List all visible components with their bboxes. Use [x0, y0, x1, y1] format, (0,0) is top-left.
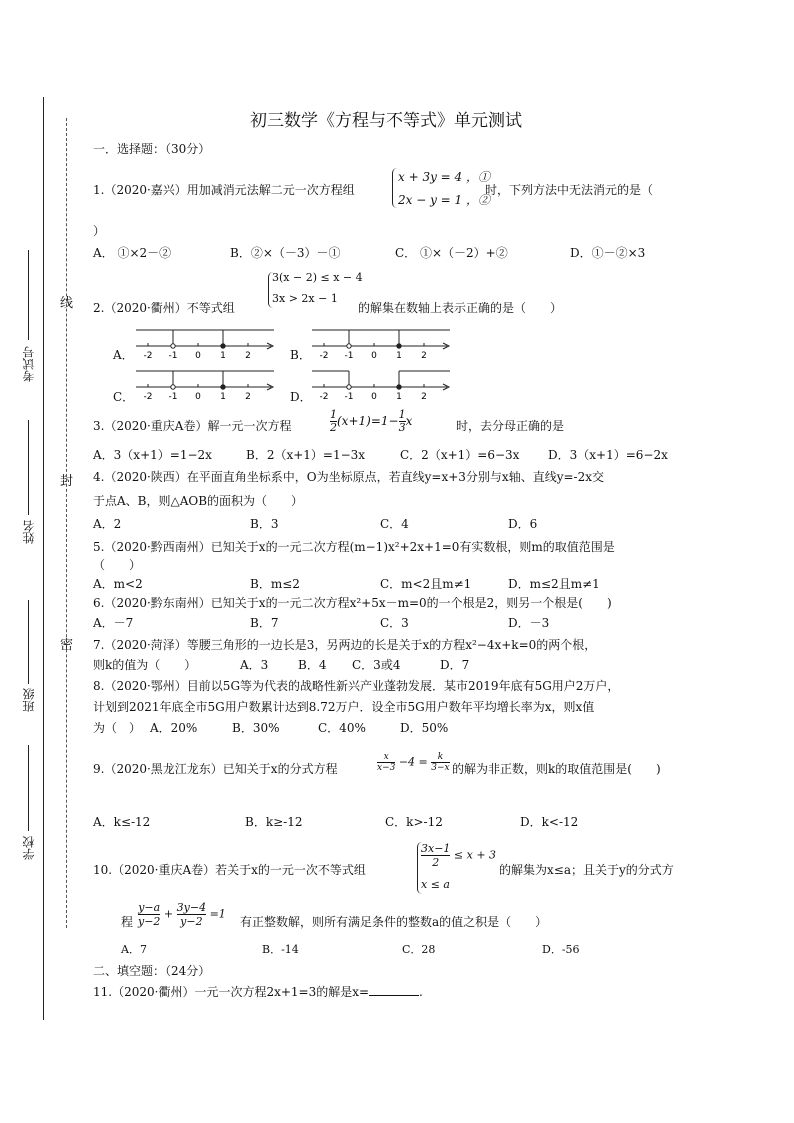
- tick-label: -1: [168, 392, 178, 402]
- q1-option-c[interactable]: C． ①×（－2）+②: [395, 246, 508, 260]
- q7-line2: 则k的值为（ ）: [93, 658, 197, 672]
- q4-line1: 4.（2020·陕西）在平面直角坐标系中，O为坐标原点，若直线y=x+3分别与x轴、直线y=-2x交: [93, 470, 604, 484]
- tick-label: 1: [220, 392, 226, 402]
- endpoint-dot: [397, 385, 401, 389]
- q3-stem-end: 时，去分母正确的是: [456, 419, 565, 433]
- exam-number-label: 考试号: [22, 346, 36, 382]
- q5-line2: （ ）: [93, 558, 142, 572]
- q7-line1: 7.（2020·菏泽）等腰三角形的一边长是3，另两边的长是关于x的方程x²−4x+k=0的两个根，: [93, 638, 597, 652]
- tick-label: 1: [396, 351, 402, 361]
- tick-label: -2: [143, 392, 153, 402]
- q1-close-paren: ）: [93, 224, 106, 238]
- school-label: 学校: [22, 836, 36, 860]
- q1-stem: 1.（2020·嘉兴）用加减消元法解二元一次方程组: [93, 183, 355, 197]
- q2-eq1: 3(x − 2) ≤ x − 4: [272, 271, 363, 284]
- exam-number-blank[interactable]: [28, 250, 29, 340]
- name-label: 姓名: [22, 520, 36, 544]
- q11-text: 11.（2020·衢州）一元一次方程2x+1=3的解是x=: [93, 985, 370, 999]
- tick-label: -1: [344, 392, 354, 402]
- q3-option-c[interactable]: C．2（x+1）=6−3x: [400, 448, 520, 462]
- q10-eq1: 3x−1 2 ≤ x + 3: [421, 842, 497, 869]
- q10-line2-start: 程: [121, 915, 134, 929]
- tick-label: -2: [319, 351, 329, 361]
- tick-label: 1: [396, 392, 402, 402]
- q4-line2: 于点A、B，则△AOB的面积为（ ）: [93, 494, 304, 508]
- q5-option-c[interactable]: C．m<2且m≠1: [380, 577, 472, 591]
- section1-heading: 一．选择题：（30分）: [93, 142, 211, 156]
- q2-number-line-a: [136, 326, 276, 362]
- q8-line2: 计划到2021年底全市5G用户数累计达到8.72万户．设全市5G用户数年平均增长率为x，则x值: [93, 700, 595, 714]
- q1-option-a[interactable]: A． ①×2－②: [93, 246, 172, 260]
- q10-option-a[interactable]: A．7: [121, 943, 147, 956]
- q2-number-line-c: [136, 367, 276, 403]
- tick-label: 2: [421, 351, 427, 361]
- tick-label: 2: [245, 351, 251, 361]
- q2-option-b-label[interactable]: B．: [290, 348, 311, 362]
- q5-option-b[interactable]: B．m≤2: [250, 577, 300, 591]
- q3-stem: 3.（2020·重庆A卷）解一元一次方程: [93, 419, 292, 433]
- q10-stem-end: 的解集为x≤a；且关于y的分式方: [499, 863, 674, 877]
- left-border-line: [43, 97, 44, 1020]
- q10-stem: 10.（2020·重庆A卷）若关于x的一元一次不等式组: [93, 863, 366, 877]
- q1-brace: [392, 168, 397, 208]
- q6-option-d[interactable]: D．－3: [508, 616, 550, 630]
- q10-eq3: y−a y−2 + 3y−4 y−2 =1: [138, 901, 226, 928]
- tick-label: -1: [344, 351, 354, 361]
- q7-option-a[interactable]: A．3: [240, 658, 269, 672]
- section2-heading: 二、填空题：（24分）: [93, 964, 211, 978]
- q4-option-b[interactable]: B．3: [250, 517, 279, 531]
- tick-label: 0: [371, 351, 377, 361]
- q9-option-d[interactable]: D．k<-12: [520, 815, 579, 829]
- q9-option-c[interactable]: C．k>-12: [385, 815, 443, 829]
- q9-equation: x x−3 −4 = k 3−x: [377, 752, 450, 773]
- q10-option-b[interactable]: B．-14: [262, 943, 299, 956]
- q10-option-c[interactable]: C．28: [402, 943, 436, 956]
- q2-eq2: 3x > 2x − 1: [272, 292, 338, 305]
- q3-option-a[interactable]: A．3（x+1）=1−2x: [93, 448, 212, 462]
- q2-number-line-d: [312, 367, 452, 403]
- q2-option-c-label[interactable]: C．: [113, 390, 135, 404]
- q10-option-d[interactable]: D．-56: [542, 943, 580, 956]
- q9-option-b[interactable]: B．k≥-12: [245, 815, 303, 829]
- q8-option-b[interactable]: B．30%: [232, 721, 280, 735]
- q9-option-a[interactable]: A．k≤-12: [93, 815, 151, 829]
- q8-option-a[interactable]: A．20%: [150, 721, 198, 735]
- q8-line1: 8.（2020·鄂州）目前以5G等为代表的战略性新兴产业蓬勃发展．某市2019年底有5G用户2万户，: [93, 679, 620, 693]
- q1-option-d[interactable]: D．①－②×3: [570, 246, 646, 260]
- tick-label: 0: [195, 351, 201, 361]
- q2-stem-end: 的解集在数轴上表示正确的是（ ）: [358, 301, 563, 315]
- q6-option-a[interactable]: A．－7: [93, 616, 134, 630]
- endpoint-dot: [347, 344, 351, 348]
- q11-end: .: [419, 985, 423, 999]
- q2-option-d-label[interactable]: D．: [290, 390, 312, 404]
- endpoint-dot: [221, 344, 225, 348]
- q7-option-b[interactable]: B．4: [298, 658, 327, 672]
- q2-number-line-b: [312, 326, 452, 362]
- tick-label: 2: [421, 392, 427, 402]
- page-title: 初三数学《方程与不等式》单元测试: [250, 111, 522, 131]
- school-blank[interactable]: [28, 745, 29, 831]
- class-label: 班级: [22, 688, 36, 712]
- q8-option-c[interactable]: C．40%: [318, 721, 366, 735]
- q3-option-d[interactable]: D．3（x+1）=6−2x: [548, 448, 668, 462]
- class-blank[interactable]: [28, 600, 29, 684]
- endpoint-dot: [171, 344, 175, 348]
- tick-label: -2: [319, 392, 329, 402]
- q5-line1: 5.（2020·黔西南州）已知关于x的一元二次方程(m−1)x²+2x+1=0有实数根，则m的取值范围是: [93, 540, 615, 554]
- q4-option-c[interactable]: C．4: [380, 517, 409, 531]
- q1-option-b[interactable]: B．②×（－3）－①: [230, 246, 341, 260]
- q4-option-a[interactable]: A．2: [93, 517, 122, 531]
- q5-option-d[interactable]: D．m≤2且m≠1: [508, 577, 600, 591]
- name-blank[interactable]: [28, 420, 29, 515]
- endpoint-dot: [397, 344, 401, 348]
- q2-option-a-label[interactable]: A．: [113, 348, 134, 362]
- binding-dashed-line: [66, 118, 67, 928]
- q4-option-d[interactable]: D．6: [508, 517, 538, 531]
- q1-eq1: x + 3y = 4 ，①: [398, 170, 490, 184]
- q2-stem: 2.（2020·衢州）不等式组: [93, 301, 235, 315]
- tick-label: 2: [245, 392, 251, 402]
- seal-feng: 封: [60, 474, 74, 489]
- q6-line1: 6.（2020·黔东南州）已知关于x的一元二次方程x²+5x－m=0的一个根是2，则另一个根是( ): [93, 596, 612, 610]
- q7-option-d[interactable]: D．7: [440, 658, 470, 672]
- q11-answer-blank[interactable]: [369, 995, 419, 996]
- seal-xian: 线: [60, 296, 74, 311]
- tick-label: 0: [195, 392, 201, 402]
- q9-stem-end: 的解为非正数，则k的取值范围是( ): [452, 762, 661, 776]
- q7-option-c[interactable]: C．3或4: [352, 658, 401, 672]
- tick-label: -1: [168, 351, 178, 361]
- endpoint-dot: [347, 385, 351, 389]
- q5-option-a[interactable]: A．m<2: [93, 577, 143, 591]
- seal-mi: 密: [60, 638, 74, 653]
- q8-line3: 为（ ）: [93, 721, 142, 735]
- q10-line2-end: 有正整数解，则所有满足条件的整数a的值之积是（ ）: [240, 915, 548, 929]
- q6-option-c[interactable]: C．3: [380, 616, 409, 630]
- q3-equation: 1 2 (x+1)=1−1 3 x: [330, 408, 413, 434]
- q6-option-b[interactable]: B．7: [250, 616, 279, 630]
- q1-eq2: 2x − y = 1 ，②: [398, 193, 490, 207]
- q1-stem-end: 时，下列方法中无法消元的是（: [485, 183, 654, 197]
- tick-label: 1: [220, 351, 226, 361]
- tick-label: -2: [143, 351, 153, 361]
- tick-label: 0: [371, 392, 377, 402]
- q11-stem: [93, 983, 423, 1000]
- q8-option-d[interactable]: D．50%: [400, 721, 449, 735]
- q10-eq2: x ≤ a: [421, 878, 450, 891]
- endpoint-dot: [171, 385, 175, 389]
- q9-stem: 9.（2020·黑龙江龙东）已知关于x的分式方程: [93, 762, 338, 776]
- q3-option-b[interactable]: B．2（x+1）=1−3x: [246, 448, 366, 462]
- endpoint-dot: [221, 385, 225, 389]
